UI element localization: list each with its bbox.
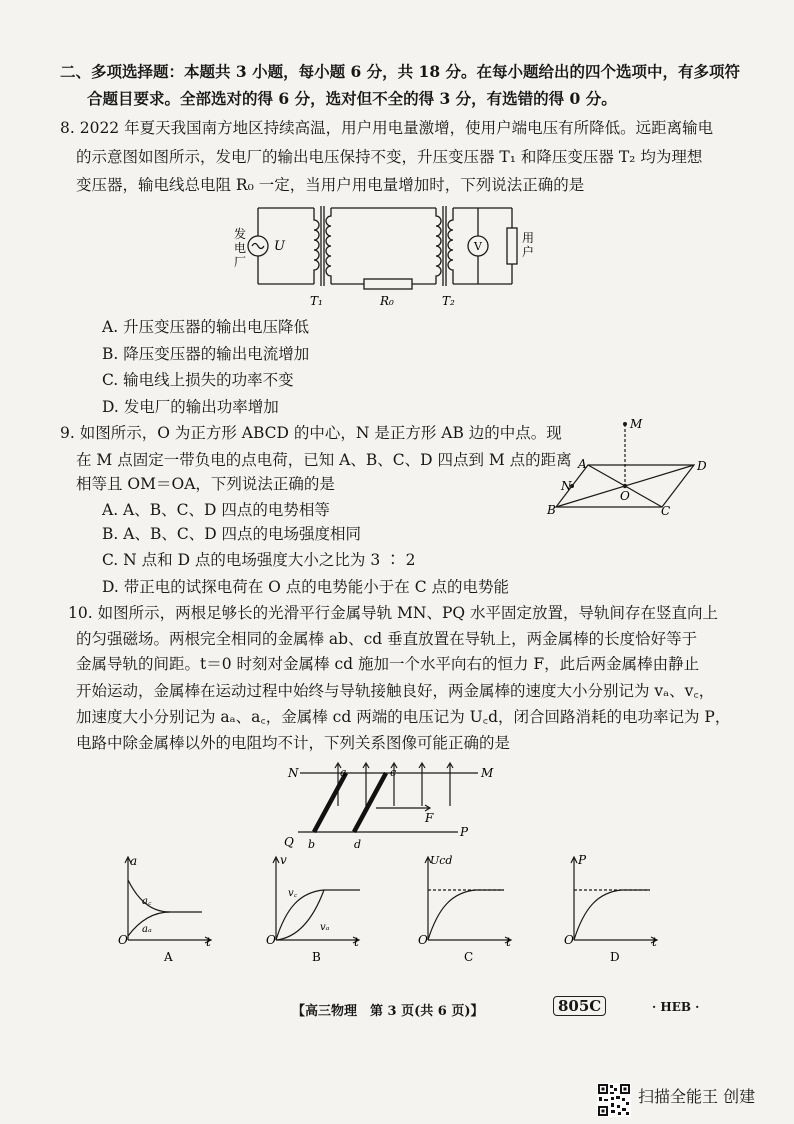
q9-stem-line1: 9. 如图所示，O 为正方形 ABCD 的中心，N 是正方形 AB 边的中点。现 (60, 424, 562, 442)
resistor-r0 (364, 279, 412, 289)
plant-label-2: 电 (234, 241, 247, 255)
q8-stem-line2: 的示意图如图所示，发电厂的输出电压保持不变，升压变压器 T₁ 和降压变压器 T₂ 均为理想 (76, 148, 703, 166)
q8-stem-line1: 8. 2022 年夏天我国南方地区持续高温，用户用电量激增，使用户端电压有所降低。远距离输电 (60, 119, 714, 137)
q9-option-a: A. A、B、C、D 四点的电势相等 (102, 501, 330, 519)
graph-a-caption: A (164, 950, 173, 964)
rod-label-d: d (354, 838, 362, 851)
label-m: M (630, 417, 643, 431)
q10-graph-b (262, 852, 372, 964)
q8-option-d: D. 发电厂的输出功率增加 (102, 398, 279, 416)
graph-b-caption: B (312, 950, 321, 964)
q10-rails-figure (278, 760, 498, 852)
label-d: D (697, 459, 707, 473)
force-label-f: F (425, 811, 434, 825)
label-b: B (547, 503, 556, 517)
voltage-u-label: U (274, 239, 285, 254)
qr-code-icon (597, 1083, 631, 1117)
rail-label-n: N (288, 766, 299, 780)
plant-label-1: 发 (234, 227, 247, 241)
point-m (623, 422, 627, 426)
rail-label-q: Q (284, 835, 294, 849)
q8-option-b: B. 降压变压器的输出电流增加 (102, 345, 310, 363)
q8-option-a: A. 升压变压器的输出电压降低 (102, 318, 310, 336)
user-label-1: 用 (522, 231, 535, 245)
q10-graph-a (114, 852, 224, 964)
graph-d-origin: O (564, 933, 574, 947)
q8-option-c: C. 输电线上损失的功率不变 (102, 371, 294, 389)
graph-c-origin: O (418, 933, 428, 947)
graph-b-ylabel: v (280, 853, 287, 867)
label-a: A (578, 457, 587, 471)
section-header-line1: 二、多项选择题：本题共 3 小题，每小题 6 分，共 18 分。在每小题给出的四个选项中，有多项符 (60, 62, 741, 81)
graph-d-ylabel: P (578, 853, 587, 867)
q10-stem-line2: 的匀强磁场。两根完全相同的金属棒 ab、cd 垂直放置在导轨上，两金属棒的长度恰好等于 (76, 630, 698, 648)
graph-b-curve-va: vₐ (320, 922, 330, 933)
paper-code: 805C (553, 996, 606, 1016)
rod-label-a: a (340, 766, 347, 779)
plant-label-3: 厂 (234, 255, 247, 269)
graph-b-xlabel: t (354, 935, 359, 949)
q8-circuit-figure (226, 198, 546, 310)
graph-d-xlabel: t (652, 935, 657, 949)
q9-stem-line2: 在 M 点固定一带负电的点电荷，已知 A、B、C、D 四点到 M 点的距离 (76, 451, 572, 469)
graph-c-xlabel: t (506, 935, 511, 949)
page-footer: 【高三物理 第 3 页(共 6 页)】 (292, 1004, 484, 1019)
rod-label-c: c (390, 766, 397, 779)
point-o (623, 484, 627, 488)
graph-a-xlabel: t (206, 935, 211, 949)
scanner-watermark: 扫描全能王 创建 (638, 1087, 756, 1106)
rail-label-p: P (460, 825, 469, 839)
graph-d-caption: D (610, 950, 620, 964)
q9-option-d: D. 带正电的试探电荷在 O 点的电势能小于在 C 点的电势能 (102, 578, 510, 596)
graph-b-curve-vc: v꜀ (288, 888, 298, 899)
label-c: C (661, 504, 671, 518)
rod-cd (354, 773, 386, 832)
q10-stem-line4: 开始运动，金属棒在运动过程中始终与导轨接触良好，两金属棒的速度大小分别记为 vₐ、v꜀， (76, 682, 715, 700)
t2-label: T₂ (442, 294, 455, 308)
graph-a-origin: O (118, 933, 128, 947)
q10-graph-d (560, 852, 670, 964)
r0-label: R₀ (380, 294, 394, 308)
rod-ab (314, 773, 346, 832)
graph-b-origin: O (266, 933, 276, 947)
graph-a-curve-aa: aₐ (142, 924, 152, 935)
q9-option-c: C. N 点和 D 点的电场强度大小之比为 3 ∶ 2 (102, 551, 416, 569)
label-n: N (561, 479, 572, 493)
q10-graph-c (414, 852, 524, 964)
q10-stem-line1: 10. 如图所示，两根足够长的光滑平行金属导轨 MN、PQ 水平固定放置，导轨间存在竖直向上 (68, 604, 719, 622)
voltmeter-label: V (474, 240, 482, 253)
q10-stem-line3: 金属导轨的间距。t＝0 时刻对金属棒 cd 施加一个水平向右的恒力 F，此后两金属棒由静止 (76, 655, 700, 673)
q10-stem-line5: 加速度大小分别记为 aₐ、a꜀，金属棒 cd 两端的电压记为 U꜀d，闭合回路消耗的电功率记为 P， (76, 708, 731, 726)
graph-a-curve-ac: a꜀ (142, 896, 152, 907)
graph-c-ylabel: Ucd (430, 854, 453, 867)
t1-label: T₁ (310, 294, 323, 308)
label-o: O (620, 489, 630, 503)
q9-square-figure (544, 412, 714, 520)
q9-stem-line3: 相等且 OM＝OA，下列说法正确的是 (76, 475, 335, 493)
user-label-2: 户 (522, 245, 535, 259)
user-load (507, 228, 517, 264)
rod-label-b: b (308, 838, 316, 851)
q9-option-b: B. A、B、C、D 四点的电场强度相同 (102, 525, 362, 543)
q10-stem-line6: 电路中除金属棒以外的电阻均不计，下列关系图像可能正确的是 (76, 734, 511, 752)
section-header-line2: 合题目要求。全部选对的得 6 分，选对但不全的得 3 分，有选错的得 0 分。 (87, 89, 617, 108)
graph-c-caption: C (464, 950, 474, 964)
graph-a-ylabel: a (130, 854, 138, 868)
rail-label-m: M (481, 766, 494, 780)
q8-stem-line3: 变压器，输电线总电阻 R₀ 一定，当用户用电量增加时，下列说法正确的是 (76, 176, 585, 194)
footer-tag: · HEB · (652, 1000, 700, 1014)
